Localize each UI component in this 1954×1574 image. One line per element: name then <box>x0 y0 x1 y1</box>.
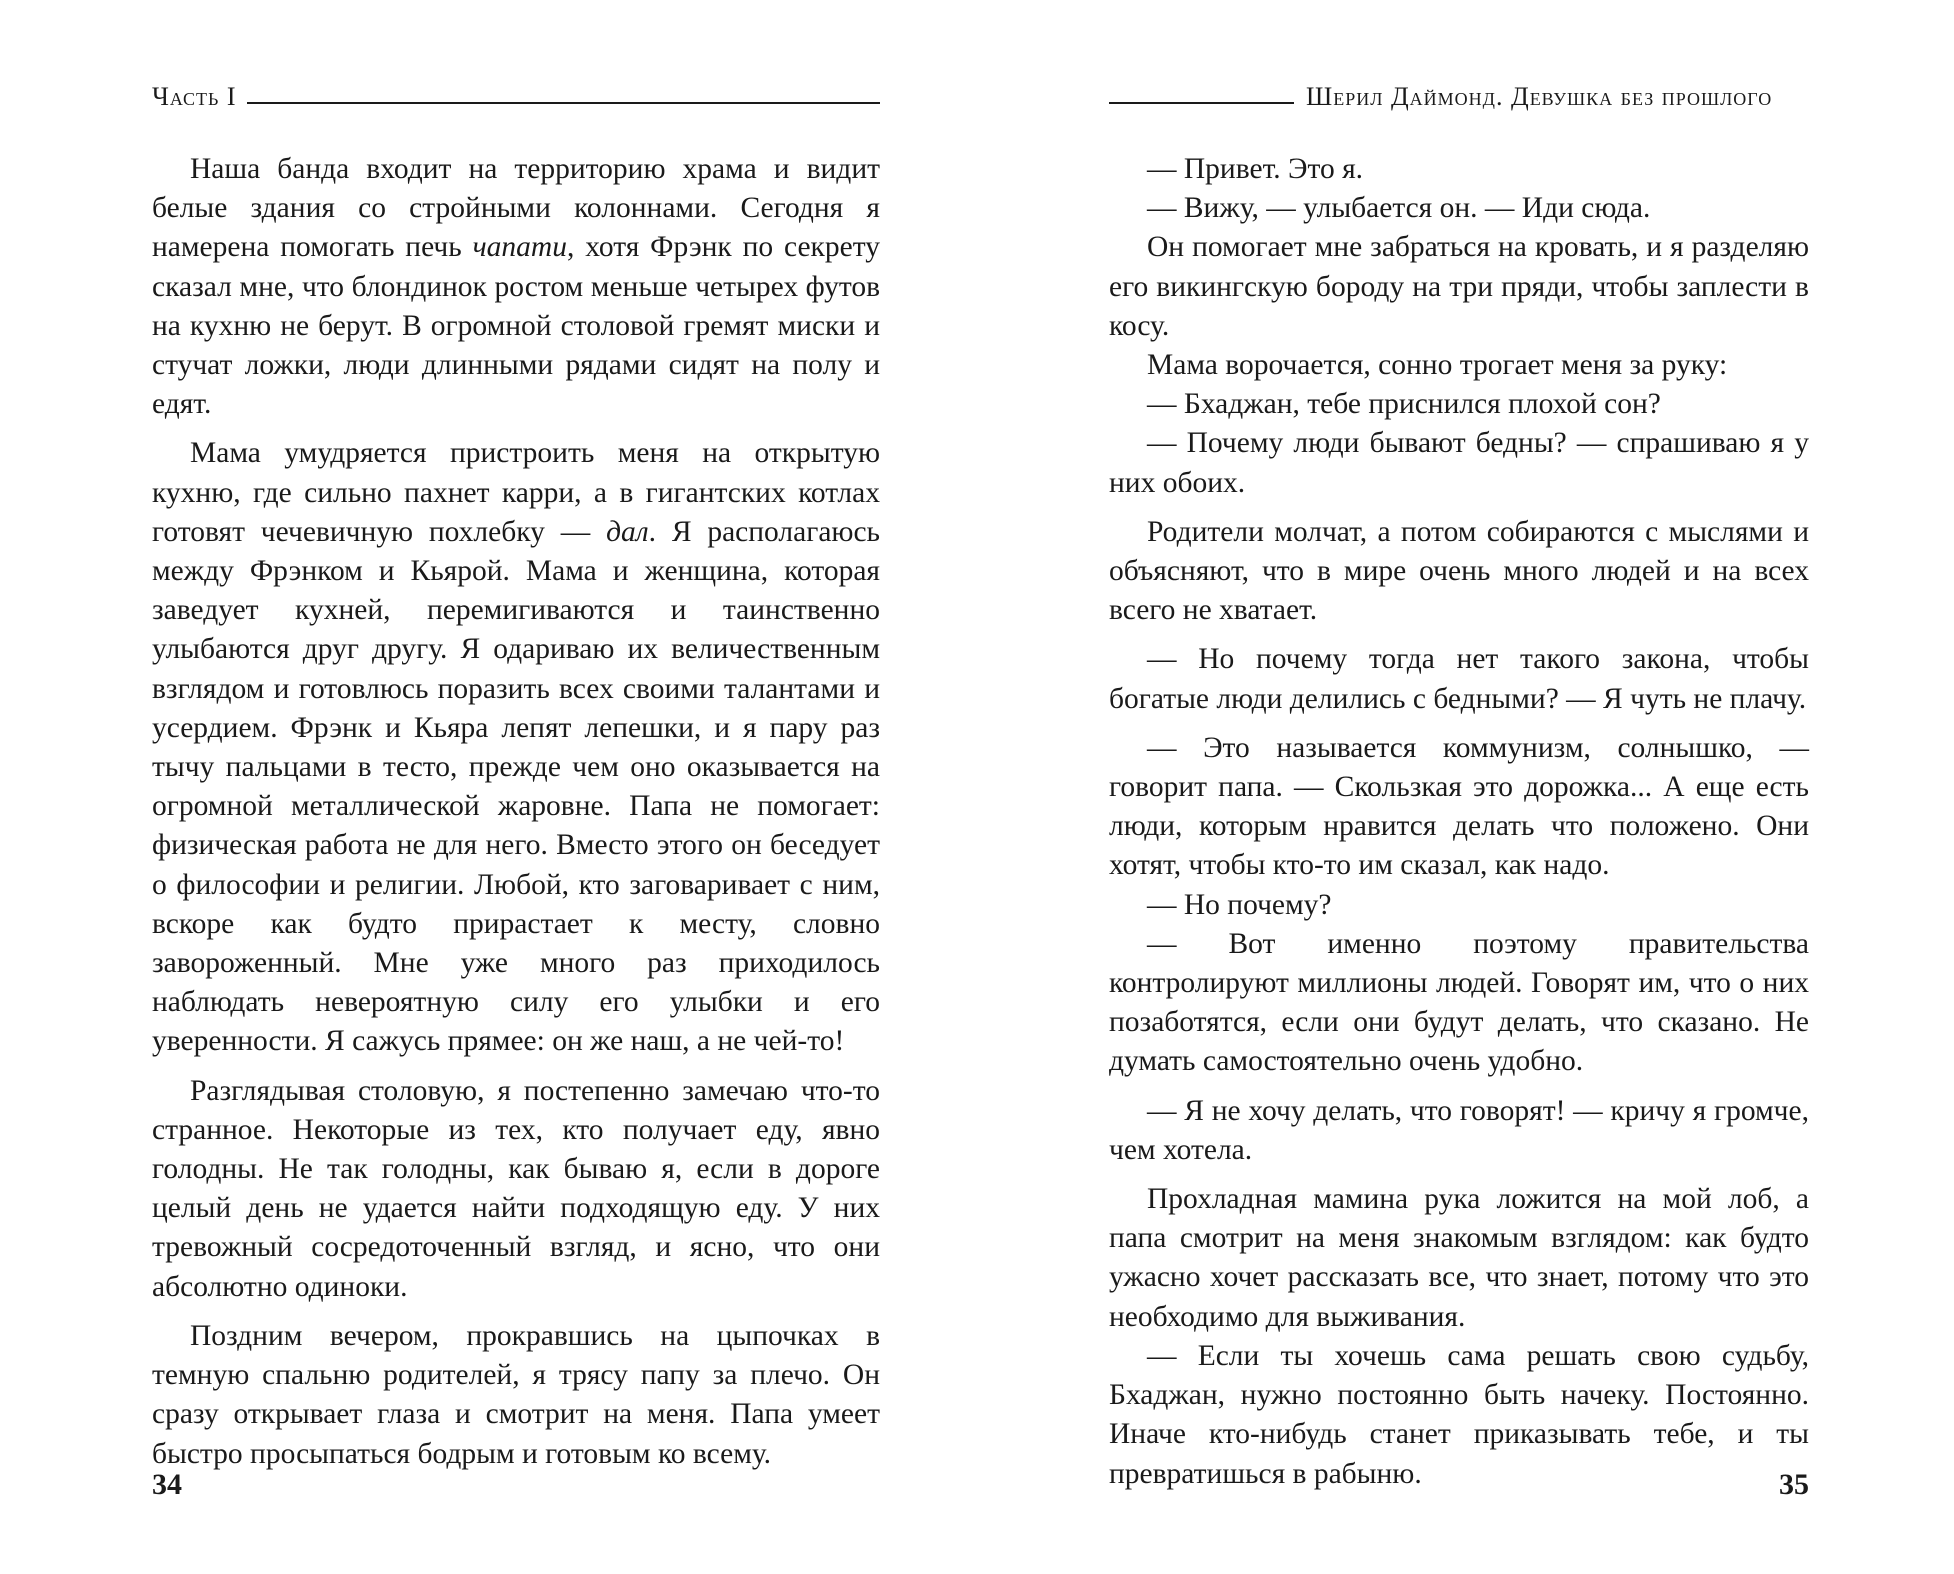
paragraph: — Вижу, — улыбается он. — Иди сюда. <box>1147 192 1651 225</box>
running-head-right <box>1109 80 1809 112</box>
paragraph: — Бхаджан, тебе приснился плохой сон? <box>1147 388 1661 421</box>
paragraph: Разглядывая столовую, я постепенно замечаю что-то странное. Некоторые из тех, кто получает еду, явно голодны. Не так голодны, как бываю я, если в дороге целый день не удается найти подходящую еду. У них тревожный сосредоточенный взгляд, и ясно, что они абсолютно одиноки. <box>152 1074 880 1303</box>
running-head-left <box>152 80 880 112</box>
paragraph: — Это называется коммунизм, солнышко, — говорит папа. — Скользкая это дорожка... А еще есть люди, которым нравится делать что положено. Они хотят, чтобы кто-то им сказал, как надо. <box>1109 731 1809 882</box>
body-text-left <box>152 150 880 1474</box>
paragraph: Прохладная мамина рука ложится на мой лоб, а папа смотрит на меня знакомым взглядом: как будто ужасно хочет рассказать все, что знает, потому что это необходимо для выживания. <box>1109 1183 1809 1333</box>
paragraph: — Если ты хочешь сама решать свою судьбу, Бхаджан, нужно постоянно быть начеку. Постоянно. Иначе кто-нибудь станет приказывать тебе, и ты превратишься в рабыню. <box>1109 1339 1809 1490</box>
paragraph: — Я не хочу делать, что говорят! — кричу я громче, чем хотела. <box>1109 1094 1809 1166</box>
right-page <box>977 0 1954 1574</box>
paragraph: — Почему люди бывают бедны? — спрашиваю я у них обоих. <box>1109 427 1809 499</box>
book-title: Шерил Даймонд. Девушка без прошлого <box>1306 82 1773 111</box>
paragraph: — Но почему? <box>1147 888 1332 921</box>
paragraph: — Привет. Это я. <box>1147 153 1364 185</box>
paragraph: Мама умудряется пристроить меня на открытую кухню, где сильно пахнет карри, а в гигантских котлах готовят чечевичную похлебку — дал. Я располагаюсь между Фрэнком и Кьярой. Мама и женщина, которая заведует кухней, перемигиваются и таинственно улыбаются друг другу. Я одариваю их величественным взглядом и готовлюсь поразить всех своими талантами и усердием. Фрэнк и Кьяра лепят лепешки, и я пару раз тычу пальцами в тесто, прежде чем оно оказывается на огромной металлической жаровне. Папа не помогает: физическая работа не для него. Вместо этого он беседует о философии и религии. Любой, кто заговаривает с ним, вскоре как будто прирастает к месту, словно завороженный. Мне уже много раз приходилось наблюдать невероятную силу его улыбки и его уверенности. Я сажусь прямее: он же наш, а не чей-то! <box>152 437 881 1058</box>
paragraph: Он помогает мне забраться на кровать, и я разделяю его викингскую бороду на три пряди, чтобы заплести в косу. <box>1109 231 1809 342</box>
section-title: Часть I <box>152 82 237 111</box>
paragraph: — Вот именно поэтому правительства контролируют миллионы людей. Говорят им, что о них позаботятся, если они будут делать, что сказано. Не думать самостоятельно очень удобно. <box>1109 927 1809 1078</box>
paragraph: — Но почему тогда нет такого закона, чтобы богатые люди делились с бедными? — Я чуть не плачу. <box>1109 643 1809 715</box>
page-number-right: 35 <box>1779 1468 1809 1501</box>
page-number-left: 34 <box>152 1468 182 1501</box>
paragraph: Родители молчат, а потом собираются с мыслями и объясняют, что в мире очень много людей и на всех всего не хватает. <box>1109 515 1809 627</box>
body-text-right <box>1109 150 1809 1494</box>
header-rule <box>247 102 881 104</box>
paragraph: Наша банда входит на территорию храма и видит белые здания со стройными колоннами. Сегодня я намерена помогать печь чапати, хотя Фрэнк по секрету сказал мне, что блондинок ростом меньше четырех футов на кухню не берут. В огромной столовой гремят миски и стучат ложки, люди длинными рядами сидят на полу и едят. <box>152 153 880 421</box>
paragraph: Мама ворочается, сонно трогает меня за руку: <box>1147 349 1728 382</box>
header-rule <box>1109 102 1294 104</box>
paragraph: Поздним вечером, прокравшись на цыпочках в темную спальню родителей, я трясу папу за плечо. Он сразу открывает глаза и смотрит на меня. Папа умеет быстро просыпаться бодрым и готовым ко всему. <box>152 1319 880 1470</box>
